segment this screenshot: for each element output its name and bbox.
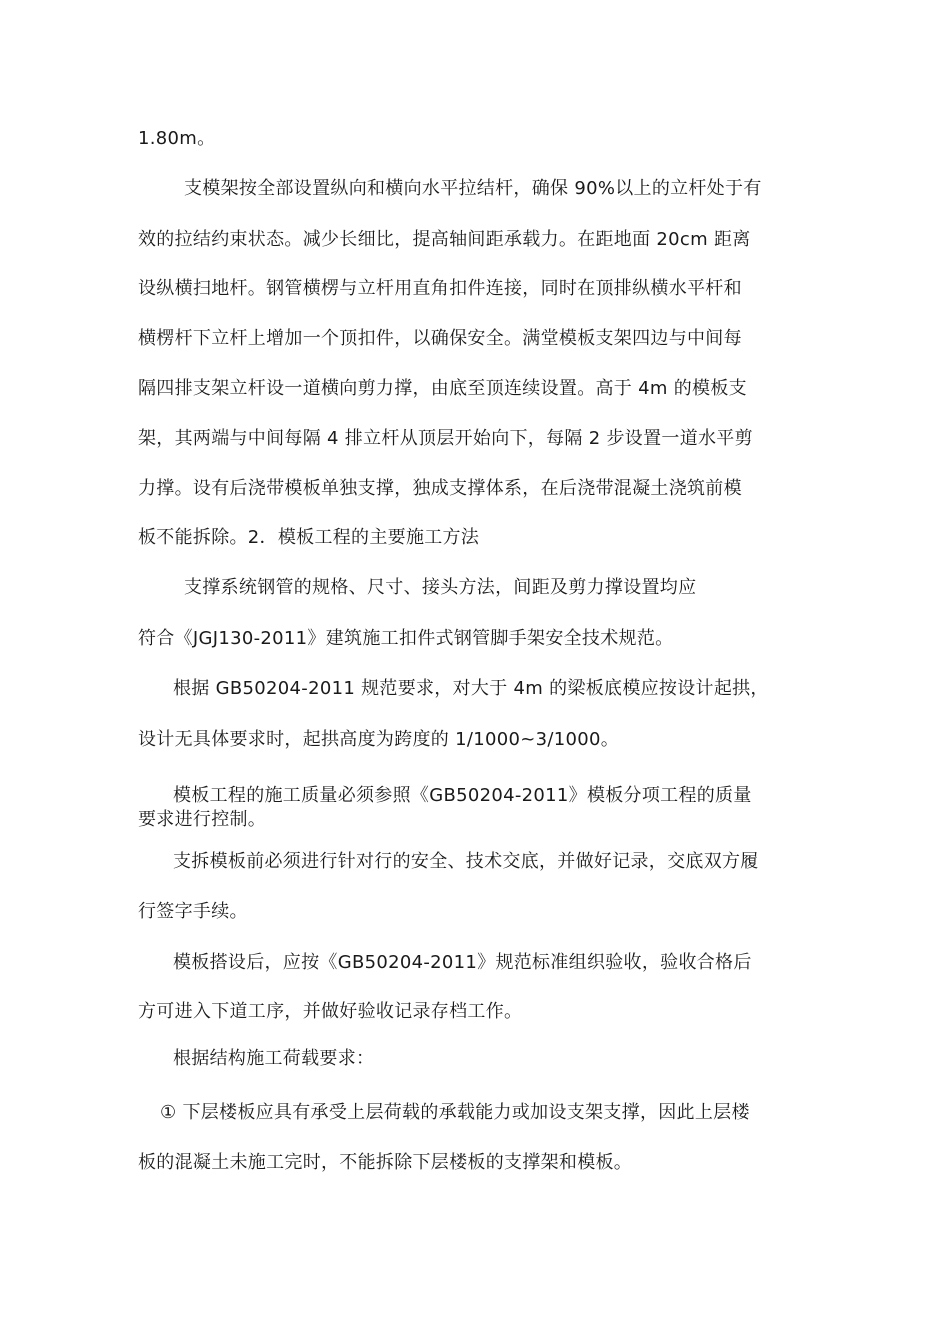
text-line: 隔四排支架立杆设一道横向剪力撑，由底至顶连续设置。高于 4m 的模板支 — [138, 378, 747, 399]
text-line: 模板搭设后，应按《GB50204-2011》规范标准组织验收，验收合格后 — [173, 952, 752, 973]
text-line: 1.80m。 — [138, 128, 216, 149]
text-line: 支拆模板前必须进行针对行的安全、技术交底，并做好记录，交底双方履 — [173, 851, 759, 872]
text-line: ① 下层楼板应具有承受上层荷载的承载能力或加设支架支撑，因此上层楼 — [160, 1102, 750, 1123]
text-line: 符合《JGJ130-2011》建筑施工扣件式钢管脚手架安全技术规范。 — [138, 628, 674, 649]
text-line: 方可进入下道工序，并做好验收记录存档工作。 — [138, 1001, 523, 1022]
text-line: 架，其两端与中间每隔 4 排立杆从顶层开始向下，每隔 2 步设置一道水平剪 — [138, 428, 753, 449]
text-line: 支撑系统钢管的规格、尺寸、接头方法，间距及剪力撑设置均应 — [184, 577, 697, 598]
text-line: 行签字手续。 — [138, 901, 248, 922]
text-line: 设计无具体要求时，起拱高度为跨度的 1/1000~3/1000。 — [138, 729, 620, 750]
text-line: 板的混凝土未施工完时，不能拆除下层楼板的支撑架和模板。 — [138, 1152, 633, 1173]
text-line: 板不能拆除。2．模板工程的主要施工方法 — [138, 527, 480, 548]
text-line: 支模架按全部设置纵向和横向水平拉结杆，确保 90%以上的立杆处于有 — [184, 178, 762, 199]
text-line: 根据结构施工荷载要求： — [173, 1048, 375, 1069]
text-line: 根据 GB50204-2011 规范要求，对大于 4m 的梁板底模应按设计起拱， — [173, 678, 769, 699]
text-line: 效的拉结约束状态。减少长细比，提高轴间距承载力。在距地面 20cm 距离 — [138, 229, 751, 250]
text-line: 要求进行控制。 — [138, 809, 267, 830]
text-line: 力撑。设有后浇带模板单独支撑，独成支撑体系，在后浇带混凝土浇筑前模 — [138, 478, 742, 499]
text-line: 设纵横扫地杆。钢管横楞与立杆用直角扣件连接，同时在顶排纵横水平杆和 — [138, 278, 742, 299]
text-line: 模板工程的施工质量必须参照《GB50204-2011》模板分项工程的质量 — [173, 785, 752, 806]
text-line: 横楞杆下立杆上增加一个顶扣件，以确保安全。满堂模板支架四边与中间每 — [138, 328, 742, 349]
